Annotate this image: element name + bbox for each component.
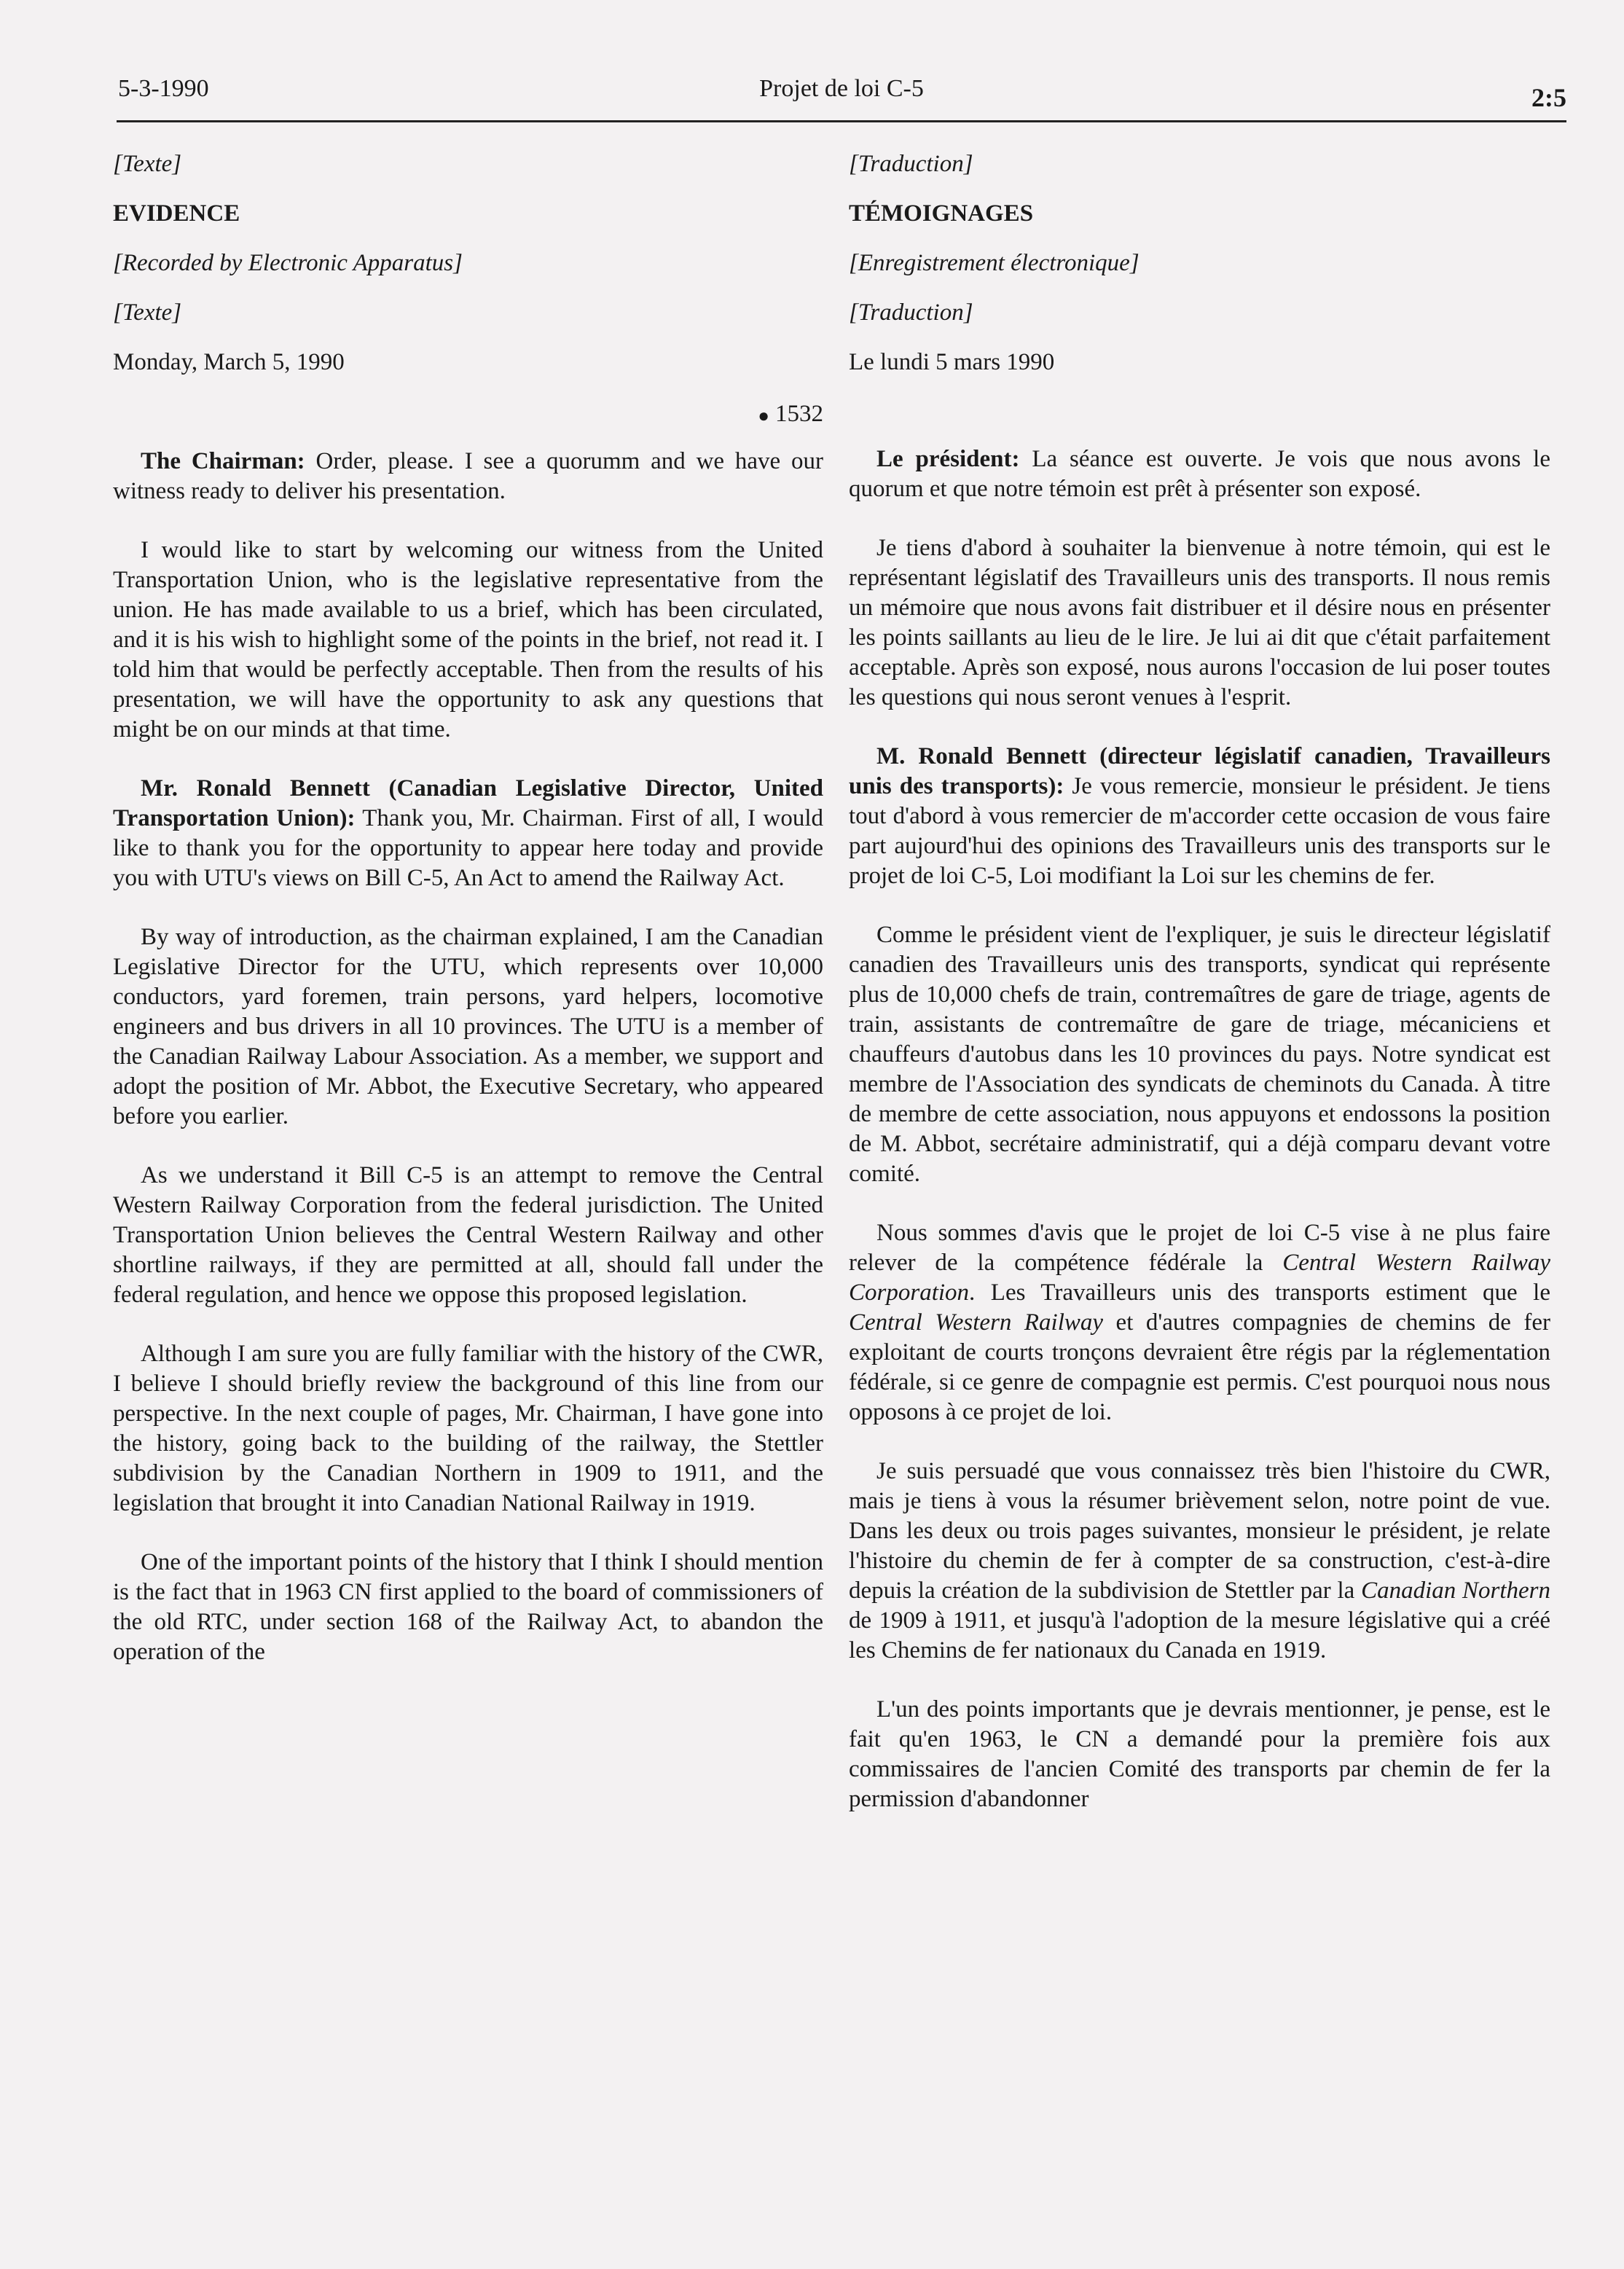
english-column bbox=[113, 149, 823, 1696]
paragraph: I would like to start by welcoming our witness from the United Transportation Union, who is the legislative representative from the union. He has made available to us a brief, which has been circulated, and it is his wish to highlight some of the points in the brief, not read it. I told him that would be perfectly acceptable. Then from the results of his presentation, we will have the opportunity to ask any questions that might be on our minds at that time. bbox=[113, 536, 823, 742]
company-name: Central Western Railway bbox=[849, 1309, 1104, 1336]
recording-note: [Enregistrement électronique] bbox=[849, 250, 1139, 276]
page-number: 2:5 bbox=[1531, 83, 1566, 112]
speaker-name: Le président: bbox=[876, 446, 1020, 472]
paragraph bbox=[849, 1457, 1550, 1666]
paragraph: Although I am sure you are fully familiar with the history of the CWR, I believe I should briefly review the background of this line from our perspective. In the next couple of pages, Mr. Chairman, I have gone into the history, going back to the building of the railway, the Stettler subdivision by the Canadian Northern in 1909 to 1911, and the legislation that brought it into Canadian National Railway in 1919. bbox=[113, 1340, 823, 1516]
text-tag: [Texte] bbox=[113, 299, 182, 326]
paragraph bbox=[113, 774, 823, 893]
paragraph-text: Je suis persuadé que vous connaissez très bien l'histoire du CWR, mais je tiens à vous la résumer brièvement selon, notre point de vue. Dans les deux ou trois pages suivantes, monsieur le président, je relate l'histoire du chemin de fer à compter de sa construction, c'est-à-dire depuis la création de la subdivision de Stettler par la bbox=[849, 1458, 1550, 1604]
company-name: Central Western Railway Corporation bbox=[849, 1250, 1550, 1306]
speaker-name: The Chairman: bbox=[141, 447, 305, 474]
paragraph-text: . Les Travailleurs unis des transports estiment que le bbox=[969, 1280, 1550, 1306]
paragraph bbox=[113, 447, 823, 506]
paragraph-text: de 1909 à 1911, et jusqu'à l'adoption de la mesure législative qui a créé les Chemins de fer nationaux du Canada en 1919. bbox=[849, 1607, 1550, 1663]
session-date: Le lundi 5 mars 1990 bbox=[849, 349, 1055, 375]
paragraph: L'un des points importants que je devrais mentionner, je pense, est le fait qu'en 1963, le CN a demandé pour la première fois aux commissaires de l'ancien Comité des transports par chemin de fer la permission d'abandonner bbox=[849, 1696, 1550, 1812]
paragraph: Je tiens d'abord à souhaiter la bienvenue à notre témoin, qui est le représentant législatif des Travailleurs unis des transports. Il nous remis un mémoire que nous avons fait distribuer et il désire nous en présenter les points saillants au lieu de le lire. Je lui ai dit que c'était parfaitement acceptable. Après son exposé, nous aurons l'occasion de lui poser toutes les questions qui nous seront venues à l'esprit. bbox=[849, 535, 1550, 710]
speaker-name: Mr. Ronald Bennett (Canadian Legislative Director, United Transportation Union): bbox=[113, 775, 823, 831]
paragraph bbox=[849, 742, 1550, 891]
paragraph: Comme le président vient de l'expliquer, je suis le directeur législatif canadien des Travailleurs unis des transports, syndicat qui représente plus de 10,000 chefs de train, contremaîtres de gare de triage, agents de train, assistants de contremaître de gare de triage, mécaniciens et chauffeurs d'autobus dans les 10 provinces du pays. Notre syndicat est membre de l'Association des syndicats de cheminots du Canada. À titre de membre de cette association, nous appuyons et endossons la position de M. Abbot, secrétaire administratif, qui a déjà comparu devant votre comité. bbox=[849, 922, 1550, 1187]
recording-note: [Recorded by Electronic Apparatus] bbox=[113, 250, 463, 276]
page-header bbox=[117, 69, 1566, 122]
translation-tag: [Traduction] bbox=[849, 151, 973, 177]
paragraph: As we understand it Bill C-5 is an attempt to remove the Central Western Railway Corporation from the federal jurisdiction. The United Transportation Union believes the Central Western Railway and other shortline railways, if they are permitted at all, should fall under the federal regulation, and hence we oppose this proposed legislation. bbox=[113, 1161, 823, 1308]
time-marker-value: 1532 bbox=[775, 401, 823, 427]
company-name: Canadian Northern bbox=[1361, 1578, 1550, 1604]
paragraph-text: Je vous remercie, monsieur le président. Je tiens tout d'abord à vous remercier de m'accorder cette occasion de vous faire part aujourd'hui des opinions des Travailleurs unis des transports sur le projet de loi C-5, Loi modifiant la Loi sur les chemins de fer. bbox=[849, 773, 1550, 889]
french-column bbox=[849, 149, 1550, 1843]
paragraph-text: Nous sommes d'avis que le projet de loi C-5 vise à ne plus faire relever de la compétence fédérale la bbox=[849, 1220, 1550, 1276]
section-heading: EVIDENCE bbox=[113, 200, 240, 227]
paragraph-text: et d'autres compagnies de chemins de fer exploitant de courts tronçons devraient être régis par la réglementation fédérale, si ce genre de compagnie est permis. C'est pourquoi nous nous opposons à ce projet de loi. bbox=[849, 1309, 1550, 1425]
paragraph-text: Order, please. I see a quorumm and we have our witness ready to deliver his presentation. bbox=[113, 447, 823, 504]
paragraph-text: La séance est ouverte. Je vois que nous avons le quorum et que notre témoin est prêt à présenter son exposé. bbox=[849, 446, 1550, 502]
session-date: Monday, March 5, 1990 bbox=[113, 349, 345, 375]
header-title: Projet de loi C-5 bbox=[759, 75, 924, 102]
section-heading: TÉMOIGNAGES bbox=[849, 200, 1034, 227]
text-tag: [Texte] bbox=[113, 151, 182, 177]
translation-tag: [Traduction] bbox=[849, 299, 973, 326]
header-date: 5-3-1990 bbox=[118, 75, 209, 102]
speaker-name: M. Ronald Bennett (directeur législatif canadien, Travailleurs unis des transports): bbox=[849, 743, 1550, 799]
paragraph: By way of introduction, as the chairman explained, I am the Canadian Legislative Director for the UTU, which represents over 10,000 conductors, yard foremen, train persons, yard helpers, locomotive engineers and bus drivers in all 10 provinces. The UTU is a member of the Canadian Railway Labour Association. As a member, we support and adopt the position of Mr. Abbot, the Executive Secretary, who appeared before you earlier. bbox=[113, 923, 823, 1129]
time-marker bbox=[113, 399, 823, 431]
paragraph-text: Thank you, Mr. Chairman. First of all, I would like to thank you for the opportunity to appear here today and provide you with UTU's views on Bill C-5, An Act to amend the Railway Act. bbox=[113, 804, 823, 891]
paragraph bbox=[849, 444, 1550, 504]
paragraph: One of the important points of the history that I think I should mention is the fact that in 1963 CN first applied to the board of commissioners of the old RTC, under section 168 of the Railway Act, to abandon the operation of the bbox=[113, 1548, 823, 1665]
bullet-icon: ● bbox=[758, 404, 769, 426]
paragraph bbox=[849, 1218, 1550, 1427]
